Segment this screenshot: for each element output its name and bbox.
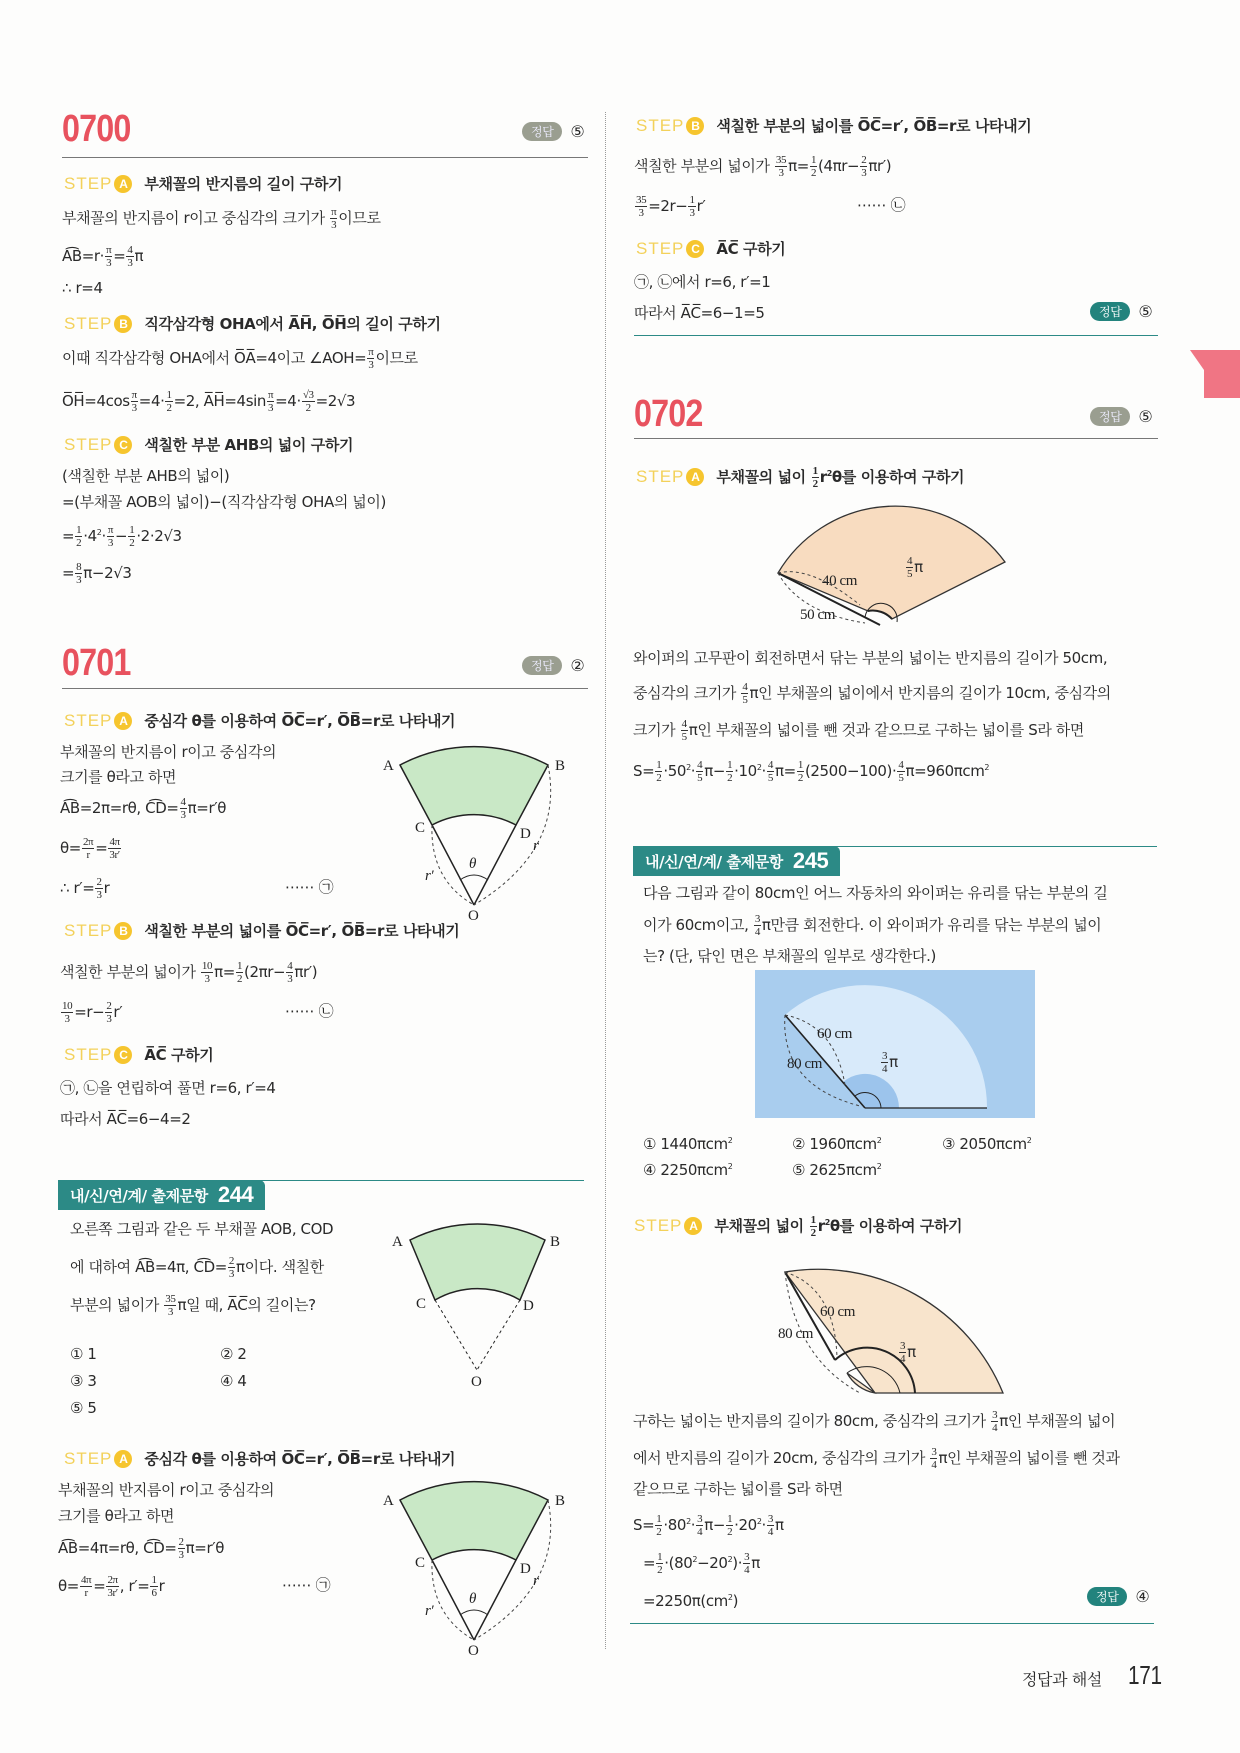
chapter-tab[interactable] bbox=[1204, 350, 1240, 398]
step-word: STEP bbox=[64, 1045, 113, 1064]
answer-value: ⑤ bbox=[1138, 407, 1153, 426]
related-problem-banner bbox=[58, 1180, 265, 1210]
angle-label: θ bbox=[469, 1591, 476, 1607]
radius-label: r bbox=[533, 1573, 539, 1589]
text-line: 부채꼴의 반지름이 r이고 중심각의 bbox=[58, 1481, 275, 1499]
radius-line bbox=[432, 1560, 474, 1640]
radius-line bbox=[432, 825, 474, 905]
question-line: 부분의 넓이가 $\frac{35}{3}$ π일 때, A̅C̅의 길이는? bbox=[70, 1293, 316, 1318]
radius-label: r bbox=[533, 838, 539, 854]
text-line: 이때 직각삼각형 OHA에서 O̅A̅=4이고 ∠AOH= $\frac{\pi}{3}$ 이므로 bbox=[62, 346, 418, 371]
answer-badge bbox=[522, 122, 584, 141]
length-label: 60 cm bbox=[817, 1026, 853, 1042]
step-letter: A bbox=[686, 468, 704, 486]
banner-number: 245 bbox=[792, 848, 829, 873]
radius-label: r′ bbox=[425, 1603, 434, 1619]
text-line: 크기가 $\frac{4}{5}$ π인 부채꼴의 넓이를 뺀 것과 같으므로 구하는 넓이를 S라 하면 bbox=[633, 718, 1084, 743]
text-line: (색칠한 부분 AHB의 넓이) bbox=[62, 467, 230, 485]
wiper-figure bbox=[775, 1248, 1015, 1400]
text-line: 구하는 넓이는 반지름의 길이가 80cm, 중심각의 크기가 $\frac{3}{4}$ π인 부채꼴의 넓이 bbox=[633, 1409, 1116, 1434]
answer-label: 정답 bbox=[1090, 407, 1130, 426]
point-label: B bbox=[555, 758, 565, 774]
step-letter: C bbox=[114, 1046, 132, 1064]
answer-label: 정답 bbox=[522, 122, 562, 141]
point-label: C bbox=[415, 1555, 425, 1571]
choice[interactable]: ⑤ 5 bbox=[70, 1399, 97, 1417]
math-line: 색칠한 부분의 넓이가 $\frac{35}{3}$ π= $\frac{1}{2}$ (4πr− $\frac{2}{3}$ πr′) bbox=[634, 154, 892, 179]
step-heading bbox=[64, 313, 441, 335]
step-letter: A bbox=[114, 175, 132, 193]
text-line: 중심각의 크기가 $\frac{4}{5}$ π인 부채꼴의 넓이에서 반지름의 길이가 10cm, 중심각의 bbox=[633, 681, 1111, 706]
text-line: 따라서 A̅C̅=6−4=2 bbox=[60, 1110, 191, 1128]
step-word: STEP bbox=[64, 314, 113, 333]
point-label: O bbox=[468, 1643, 479, 1655]
step-heading bbox=[64, 920, 459, 942]
shaded-region bbox=[400, 747, 548, 825]
point-label: C bbox=[416, 1296, 426, 1312]
step-title: 색칠한 부분의 넓이를 O̅C̅=r′, O̅B̅=r로 나타내기 bbox=[716, 117, 1032, 135]
step-letter: C bbox=[686, 240, 704, 258]
text-line: 와이퍼의 고무판이 회전하면서 닦는 부분의 넓이는 반지름의 길이가 50cm, bbox=[633, 649, 1108, 667]
angle-label: $\frac{3}{4}$ π bbox=[882, 1050, 898, 1075]
point-label: B bbox=[550, 1234, 560, 1250]
banner-label: 내/신/연/계/ 출제문항 bbox=[645, 852, 783, 871]
equation-mark: ⋯⋯ ㉡ bbox=[285, 1002, 334, 1020]
question-line: 는? (단, 닦인 면은 부채꼴의 일부로 생각한다.) bbox=[643, 947, 936, 965]
point-label: D bbox=[523, 1298, 534, 1314]
point-label: D bbox=[520, 1561, 531, 1577]
step-title: 중심각 θ를 이용하여 O̅C̅=r′, O̅B̅=r로 나타내기 bbox=[144, 1450, 456, 1468]
step-title: A̅C̅ 구하기 bbox=[144, 1046, 214, 1064]
equation-mark: ⋯⋯ ㉠ bbox=[282, 1576, 331, 1594]
related-problem-banner bbox=[633, 846, 840, 876]
text-line: ㉠, ㉡을 연립하여 풀면 r=6, r′=4 bbox=[60, 1079, 276, 1097]
question-line: 오른쪽 그림과 같은 두 부채꼴 AOB, COD bbox=[70, 1220, 334, 1238]
choice[interactable]: ⑤ 2625πcm$^2$ bbox=[792, 1161, 882, 1179]
radius-line bbox=[477, 1300, 520, 1370]
choice[interactable]: ① 1 bbox=[70, 1345, 97, 1363]
step-letter: A bbox=[114, 1450, 132, 1468]
answer-badge bbox=[1090, 302, 1152, 321]
step-letter: A bbox=[684, 1217, 702, 1235]
step-word: STEP bbox=[636, 239, 685, 258]
math-line: $\frac{35}{3}$ =2r− $\frac{1}{3}$ r′ bbox=[636, 194, 706, 219]
choice[interactable]: ② 2 bbox=[220, 1345, 247, 1363]
math-line: $=2250\pi(cm^2)$ bbox=[643, 1592, 739, 1610]
question-line: 이가 60cm이고, $\frac{3}{4}$ π만큼 회전한다. 이 와이퍼가 유리를 닦는 부분의 넓이 bbox=[643, 913, 1102, 938]
question-line: 다음 그림과 같이 80cm인 어느 자동차의 와이퍼는 유리를 닦는 부분의 길 bbox=[643, 884, 1108, 902]
section-rule bbox=[634, 335, 1158, 336]
step-heading bbox=[64, 434, 353, 456]
step-letter: B bbox=[686, 117, 704, 135]
math-line: θ= $\frac{2\pi}{r}$ = $\frac{4\pi}{3r'}$ bbox=[60, 836, 120, 861]
answer-label: 정답 bbox=[1087, 1587, 1127, 1606]
choice[interactable]: ③ 3 bbox=[70, 1372, 97, 1390]
question-line: 에 대하여 A͡B=4π, C͡D= $\frac{2}{3}$ π이다. 색칠한 bbox=[70, 1255, 324, 1280]
point-label: A bbox=[383, 758, 394, 774]
step-word: STEP bbox=[64, 1449, 113, 1468]
step-word: STEP bbox=[64, 174, 113, 193]
angle-label: $\frac{3}{4}$ π bbox=[900, 1340, 916, 1365]
section-rule bbox=[630, 1623, 1154, 1624]
length-label: 40 cm bbox=[822, 573, 858, 589]
chapter-tab-notch bbox=[1190, 350, 1204, 370]
length-label: 80 cm bbox=[778, 1326, 814, 1342]
point-label: D bbox=[520, 826, 531, 842]
point-label: O bbox=[468, 908, 479, 920]
shaded-region bbox=[410, 1224, 545, 1300]
banner-label: 내/신/연/계/ 출제문항 bbox=[70, 1186, 208, 1205]
math-line: S= $\frac{1}{2}$ $\cdot 80^2\cdot$ $\frac{3}{4}$ π− $\frac{1}{2}$ $\cdot 20^2\cdot$ $\frac{3}{4}$ π bbox=[633, 1513, 784, 1538]
choice[interactable]: ① 1440πcm$^2$ bbox=[643, 1135, 733, 1153]
step-word: STEP bbox=[64, 711, 113, 730]
answer-badge bbox=[1087, 1587, 1149, 1606]
shaded-region bbox=[400, 1482, 548, 1560]
choice[interactable]: ④ 2250πcm$^2$ bbox=[643, 1161, 733, 1179]
answer-label: 정답 bbox=[1090, 302, 1130, 321]
math-line: ∴ r=4 bbox=[62, 279, 103, 297]
text-line: 부채꼴의 반지름이 r이고 중심각의 bbox=[60, 743, 277, 761]
footer-section-label: 정답과 해설 bbox=[1022, 1670, 1102, 1689]
angle-arc bbox=[460, 1610, 488, 1615]
text-line: 에서 반지름의 길이가 20cm, 중심각의 크기가 $\frac{3}{4}$ π인 부채꼴의 넓이를 뺀 것과 bbox=[633, 1446, 1120, 1471]
math-line: S= $\frac{1}{2}$ $\cdot 50^2\cdot$ $\frac{4}{5}$ π− $\frac{1}{2}$ $\cdot 10^2\cdot$ $\frac{4}{5}$ π= $\frac{1}{2}$ (2500−100)· $\frac{4}{5}$ π=960πcm$^2$ bbox=[633, 759, 990, 784]
equation-mark: ⋯⋯ ㉡ bbox=[857, 196, 906, 214]
answer-label: 정답 bbox=[522, 656, 562, 675]
step-letter: B bbox=[114, 315, 132, 333]
step-title: A̅C̅ 구하기 bbox=[716, 240, 786, 258]
wiper-figure bbox=[770, 495, 1020, 640]
sector-figure bbox=[375, 1475, 575, 1655]
math-line: θ= $\frac{4\pi}{r}$ = $\frac{2\pi}{3r'}$ , r′= $\frac{1}{6}$ r bbox=[58, 1574, 165, 1599]
section-rule bbox=[62, 688, 588, 689]
angle-label: θ bbox=[469, 856, 476, 872]
length-label: 50 cm bbox=[800, 607, 836, 623]
angle-label: $\frac{4}{5}$ π bbox=[907, 555, 923, 580]
text-line: 크기를 θ라고 하면 bbox=[58, 1507, 175, 1525]
equation-mark: ⋯⋯ ㉠ bbox=[285, 878, 334, 896]
answer-badge bbox=[1090, 407, 1152, 426]
step-title: 부채꼴의 반지름의 길이 구하기 bbox=[144, 175, 343, 193]
point-label: C bbox=[415, 820, 425, 836]
math-line: = $\frac{8}{3}$ π−2√3 bbox=[62, 561, 132, 586]
math-line: A͡B=2π=rθ, C͡D= $\frac{4}{3}$ π=r′θ bbox=[60, 796, 227, 821]
step-letter: B bbox=[114, 922, 132, 940]
step-word: STEP bbox=[636, 466, 685, 486]
text-line: 크기를 θ라고 하면 bbox=[60, 768, 177, 786]
step-word: STEP bbox=[64, 435, 113, 454]
math-line: $\frac{10}{3}$ =r− $\frac{2}{3}$ r′ bbox=[62, 1000, 123, 1025]
step-heading bbox=[636, 238, 785, 260]
text-line: =(부채꼴 AOB의 넓이)−(직각삼각형 OHA의 넓이) bbox=[62, 493, 386, 511]
choice[interactable]: ③ 2050πcm$^2$ bbox=[942, 1135, 1032, 1153]
step-title: 직각삼각형 OHA에서 A̅H̅, O̅H̅의 길이 구하기 bbox=[144, 315, 441, 333]
problem-number: 0700 bbox=[62, 108, 131, 150]
step-heading bbox=[64, 173, 342, 195]
sector-figure bbox=[375, 740, 575, 920]
answer-value: ⑤ bbox=[570, 122, 585, 141]
step-letter: A bbox=[114, 712, 132, 730]
section-rule bbox=[62, 157, 588, 158]
text-line: 따라서 A̅C̅=6−1=5 bbox=[634, 304, 765, 322]
problem-number: 0702 bbox=[634, 393, 703, 435]
point-label: B bbox=[555, 1493, 565, 1509]
length-label: 60 cm bbox=[820, 1304, 856, 1320]
problem-number: 0701 bbox=[62, 642, 131, 684]
page-number: 171 bbox=[1128, 1660, 1162, 1690]
text-line: 부채꼴의 반지름이 r이고 중심각의 크기가 $\frac{\pi}{3}$ 이므로 bbox=[62, 206, 381, 231]
answer-value: ⑤ bbox=[1138, 302, 1153, 321]
math-line: ∴ r′= $\frac{2}{3}$ r bbox=[60, 876, 110, 901]
length-label: 80 cm bbox=[787, 1056, 823, 1072]
answer-badge bbox=[522, 656, 584, 675]
choice[interactable]: ② 1960πcm$^2$ bbox=[792, 1135, 882, 1153]
step-title: 색칠한 부분의 넓이를 O̅C̅=r′, O̅B̅=r로 나타내기 bbox=[144, 922, 460, 940]
sector-figure bbox=[380, 1220, 580, 1390]
point-label: A bbox=[383, 1493, 394, 1509]
step-word: STEP bbox=[634, 1215, 683, 1235]
column-divider bbox=[605, 112, 606, 1649]
answer-value: ② bbox=[570, 656, 585, 675]
step-heading bbox=[636, 463, 964, 490]
wiper-photo-figure bbox=[755, 970, 1035, 1118]
step-word: STEP bbox=[64, 921, 113, 940]
radius-line bbox=[474, 1560, 516, 1640]
angle-arc bbox=[460, 875, 488, 880]
radius-label: r′ bbox=[425, 868, 434, 884]
step-title: 부채꼴의 넓이 $\frac{1}{2}$ $r^2\theta$를 이용하여 구하기 bbox=[716, 465, 965, 490]
math-line: A͡B=r· $\frac{\pi}{3}$ = $\frac{4}{3}$ π bbox=[62, 244, 144, 269]
step-heading bbox=[64, 1448, 455, 1470]
point-label: O bbox=[471, 1374, 482, 1390]
step-title: 중심각 θ를 이용하여 O̅C̅=r′, O̅B̅=r로 나타내기 bbox=[144, 712, 456, 730]
step-heading bbox=[64, 1044, 213, 1066]
text-line: ㉠, ㉡에서 r=6, r′=1 bbox=[634, 273, 771, 291]
text-line: 같으므로 구하는 넓이를 S라 하면 bbox=[633, 1480, 843, 1498]
step-heading bbox=[636, 115, 1031, 137]
step-word: STEP bbox=[636, 116, 685, 135]
step-heading bbox=[64, 710, 455, 732]
section-rule bbox=[634, 438, 1158, 439]
math-line: 색칠한 부분의 넓이가 $\frac{10}{3}$ π= $\frac{1}{2}$ (2πr− $\frac{4}{3}$ πr′) bbox=[60, 960, 318, 985]
wiped-region bbox=[778, 506, 1005, 619]
banner-number: 244 bbox=[217, 1182, 254, 1207]
math-line: = $\frac{1}{2}$ $\cdot(80^2-20^2)\cdot$ $\frac{3}{4}$ π bbox=[643, 1551, 760, 1576]
step-letter: C bbox=[114, 436, 132, 454]
math-line: = $\frac{1}{2}$ $\cdot 4^2\cdot$ $\frac{\pi}{3}$ − $\frac{1}{2}$ ·2·2√3 bbox=[62, 524, 182, 549]
step-title: 색칠한 부분 AHB의 넓이 구하기 bbox=[144, 436, 354, 454]
step-heading bbox=[634, 1212, 962, 1239]
answer-value: ④ bbox=[1135, 1587, 1150, 1606]
math-line: O̅H̅=4cos $\frac{\pi}{3}$ =4· $\frac{1}{2}$ =2, A̅H̅=4sin $\frac{\pi}{3}$ =4· $\frac{√3}{2}$ =2√3 bbox=[62, 389, 356, 414]
point-label: A bbox=[392, 1234, 403, 1250]
radius-line bbox=[474, 825, 516, 905]
choice[interactable]: ④ 4 bbox=[220, 1372, 247, 1390]
radius-line bbox=[435, 1300, 477, 1370]
math-line: A͡B=4π=rθ, C͡D= $\frac{2}{3}$ π=r′θ bbox=[58, 1536, 225, 1561]
step-title: 부채꼴의 넓이 $\frac{1}{2}$ $r^2\theta$를 이용하여 구하기 bbox=[714, 1214, 963, 1239]
